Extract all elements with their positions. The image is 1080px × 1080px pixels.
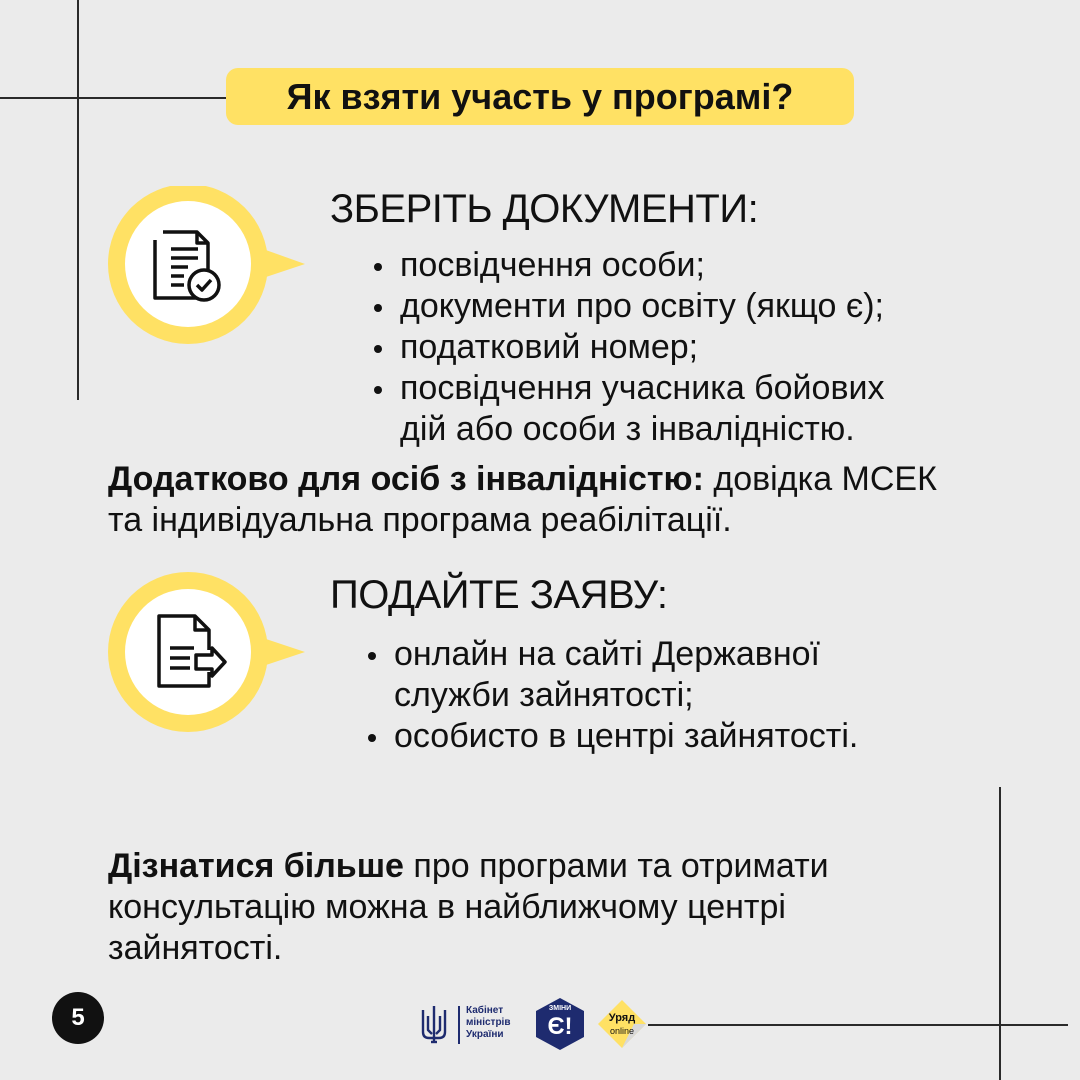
more-info-text: про програми та отримати консультацію можна в найближчому центрі зайнятості. <box>108 847 829 967</box>
page-number: 5 <box>52 992 104 1044</box>
documents-list <box>372 245 972 450</box>
more-info-bold: Дізнатися більше <box>108 847 404 885</box>
decor-line-h-top <box>0 97 226 99</box>
cabinet-divider <box>458 1006 460 1044</box>
decor-line-h-bottom <box>648 1024 1068 1026</box>
zminy-top-text: ЗМІНИ <box>548 1005 572 1012</box>
application-list <box>366 634 926 757</box>
cabinet-line: України <box>466 1029 504 1040</box>
uriad-online-logo <box>596 998 648 1050</box>
list-item: посвідчення особи; <box>372 245 972 286</box>
zminy-main-text: Є! <box>547 1013 573 1040</box>
cabinet-line: Кабінет <box>466 1005 504 1016</box>
zminy-logo <box>532 996 588 1052</box>
decor-line-v-bottom <box>999 787 1001 1080</box>
documents-check-icon <box>108 186 308 348</box>
diamond-shape <box>596 998 648 1050</box>
more-info <box>108 846 928 969</box>
list-item: податковий номер; <box>372 327 972 368</box>
document-send-icon <box>108 572 308 734</box>
additional-info <box>108 459 968 541</box>
list-item: документи про освіту (якщо є); <box>372 286 972 327</box>
list-item: посвідчення учасника бойових дій або особи з інвалідністю. <box>372 368 930 450</box>
cabinet-label <box>466 1005 511 1041</box>
list-item: онлайн на сайті Державної служби зайнятості; <box>366 634 894 716</box>
page-title: Як взяти участь у програмі? <box>226 68 854 125</box>
cabinet-line: міністрів <box>466 1017 511 1028</box>
decor-line-v-top <box>77 0 79 400</box>
uriad-bottom-text: online <box>609 1026 635 1036</box>
section-title-documents: ЗБЕРІТЬ ДОКУМЕНТИ: <box>330 187 759 231</box>
list-item: особисто в центрі зайнятості. <box>366 716 926 757</box>
trident-icon <box>420 1004 448 1046</box>
section-title-application: ПОДАЙТЕ ЗАЯВУ: <box>330 573 668 617</box>
additional-info-bold: Додатково для осіб з інвалідністю: <box>108 460 704 498</box>
additional-info-text: довідка МСЕК та індивідуальна програма реабілітації. <box>108 460 937 539</box>
uriad-top-text: Уряд <box>608 1012 636 1024</box>
